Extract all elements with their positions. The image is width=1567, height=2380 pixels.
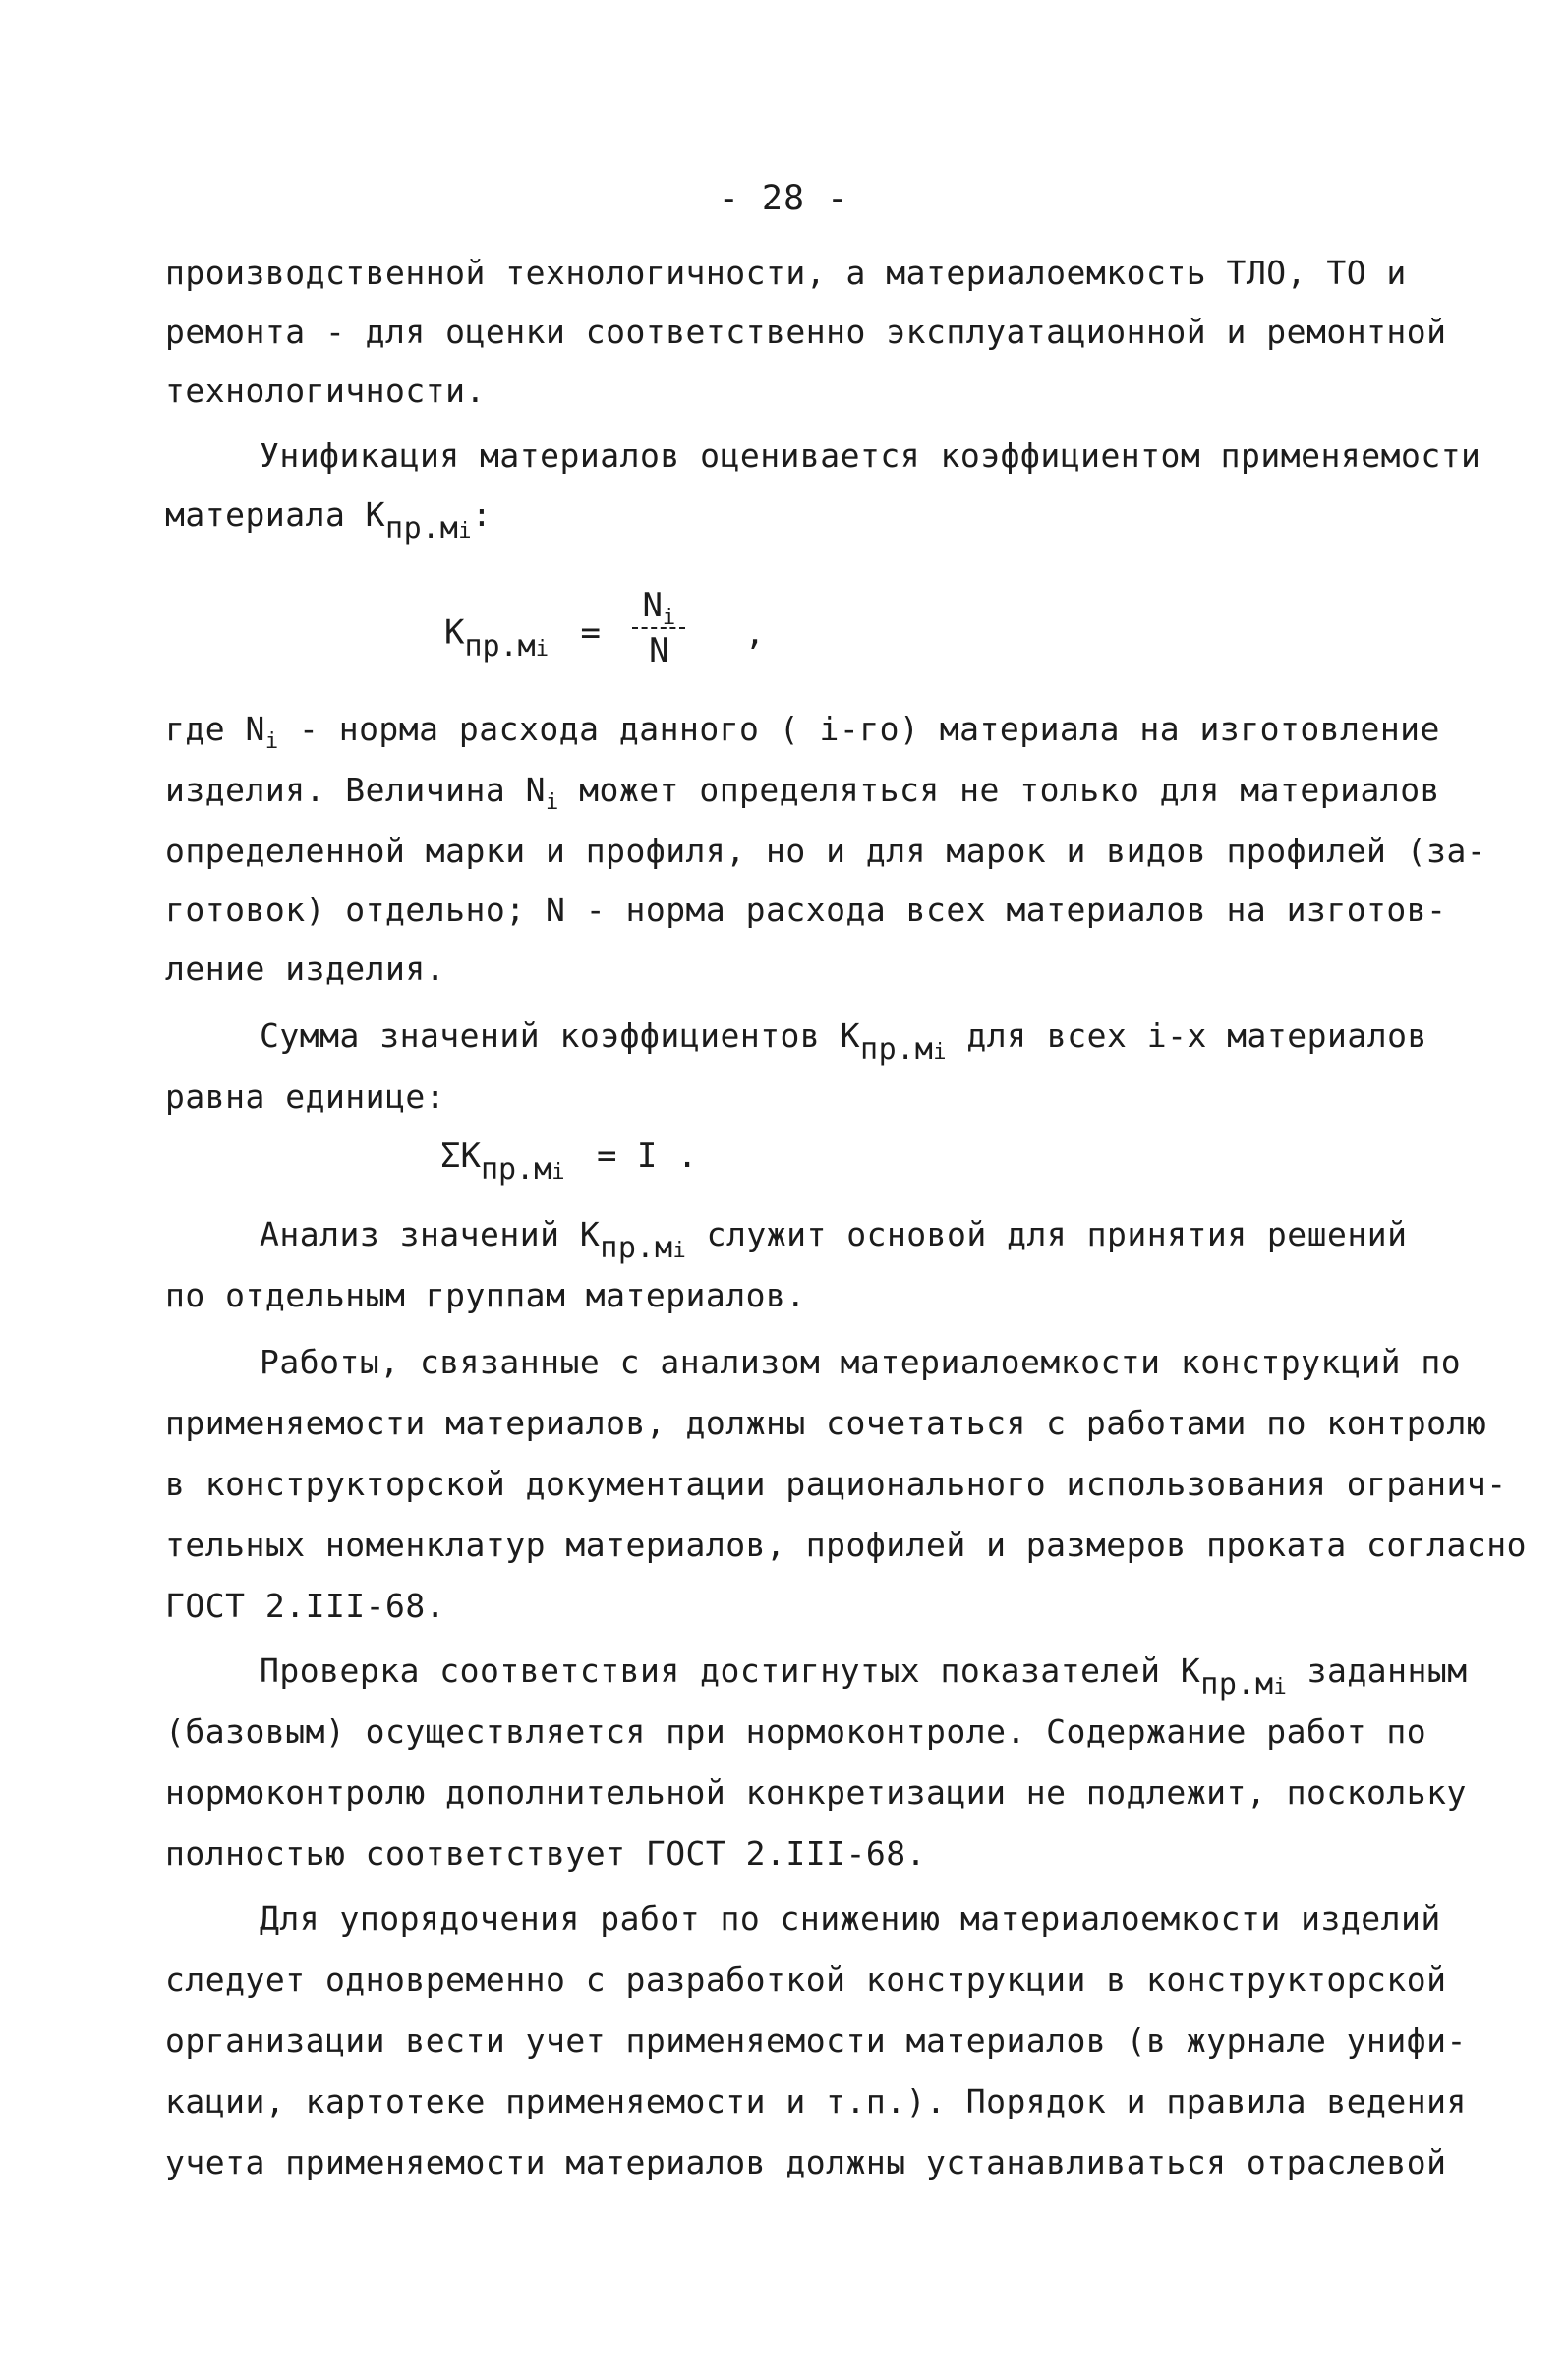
subscript-index: i (458, 519, 473, 544)
text-fragment: для всех i-х материалов (947, 1016, 1427, 1055)
numerator-index: i (662, 606, 676, 630)
text-line: нормоконтролю дополнительной конкретизации не подлежит, поскольку (165, 1773, 1467, 1812)
subscript (600, 1231, 686, 1265)
formula-equals: = (580, 612, 601, 653)
formula-lhs: К (444, 612, 465, 653)
sum-subscript-index: i (551, 1160, 565, 1185)
text-line: учета применяемости материалов должны устанавливаться отраслевой (165, 2143, 1447, 2181)
text-line: Унификация материалов оценивается коэффициентом применяемости (260, 436, 1481, 475)
formula-subscript-index: i (535, 636, 549, 662)
text-line-with-symbol (165, 771, 1440, 815)
text-line: равна единице: (165, 1077, 446, 1116)
subscript (385, 511, 472, 546)
numerator-symbol: N (642, 586, 663, 625)
formula-subscript (464, 629, 549, 664)
text-line: в конструкторской документации рационального использования огранич- (165, 1465, 1507, 1503)
text-line: организации вести учет применяемости материалов (в журнале унифи- (165, 2021, 1467, 2060)
text-line-with-symbol (260, 1215, 1408, 1265)
text-line-with-symbol (260, 1652, 1468, 1702)
text-fragment: заданным (1287, 1652, 1468, 1690)
formula-subscript-text: пр.м (464, 628, 536, 664)
text-line: полностью соответствует ГОСТ 2.III-68. (165, 1834, 926, 1873)
subscript-text: пр.м (860, 1032, 934, 1067)
text-fragment: материала К (165, 495, 386, 534)
text-fragment: - норма расхода данного ( i-го) материала на изготовление (278, 710, 1440, 748)
text-line: ление изделия. (165, 950, 446, 988)
text-line-with-symbol (260, 1016, 1427, 1067)
fraction-numerator (632, 586, 685, 630)
symbol-index: i (264, 729, 279, 754)
text-line: по отдельным группам материалов. (165, 1276, 806, 1314)
formula-coefficient (444, 586, 766, 676)
text-line: определенной марки и профиля, но и для марок и видов профилей (за- (165, 832, 1487, 870)
text-fragment: Анализ значений К (260, 1215, 601, 1253)
text-line: Для упорядочения работ по снижению материалоемкости изделий (260, 1899, 1441, 1938)
sum-sign: Σ (440, 1136, 461, 1176)
sum-term: К (460, 1136, 481, 1176)
text-line: тельных номенклатур материалов, профилей и размеров проката согласно (165, 1526, 1528, 1564)
subscript-text: пр.м (1200, 1667, 1274, 1702)
formula-sum (440, 1136, 698, 1187)
subscript-index: i (672, 1239, 687, 1263)
text-line-with-symbol (165, 710, 1440, 754)
fraction-bar (632, 627, 685, 629)
fraction-denominator: N (649, 631, 669, 670)
text-line: (базовым) осуществляется при нормоконтроле. Содержание работ по (165, 1712, 1427, 1751)
text-line: ГОСТ 2.III-68. (165, 1587, 446, 1625)
subscript-index: i (1273, 1675, 1288, 1700)
text-fragment: Сумма значений коэффициентов К (260, 1016, 861, 1055)
text-fragment: может определяться не только для материалов (558, 771, 1440, 809)
sum-subscript-text: пр.м (480, 1152, 552, 1187)
formula-comma: , (744, 612, 766, 653)
subscript-text: пр.м (600, 1231, 673, 1265)
text-line: следует одновременно с разработкой конструкции в конструкторской (165, 1960, 1447, 1999)
text-fragment: изделия. Величина N (165, 771, 546, 809)
text-line: технологичности. (165, 372, 486, 410)
subscript (860, 1032, 947, 1067)
text-line: кации, картотеке применяемости и т.п.). Порядок и правила ведения (165, 2082, 1467, 2120)
text-line: производственной технологичности, а материалоемкость ТЛО, ТО и (165, 254, 1407, 292)
text-line: применяемости материалов, должны сочетаться с работами по контролю (165, 1404, 1487, 1442)
page-number: - 28 - (718, 179, 849, 218)
text-line-with-symbol (165, 495, 493, 546)
formula-fraction (632, 586, 685, 670)
subscript (1200, 1667, 1287, 1702)
text-line: готовок) отдельно; N - норма расхода всех материалов на изготов- (165, 891, 1447, 929)
symbol-index: i (546, 790, 559, 815)
colon: : (472, 495, 493, 534)
text-fragment: где N (165, 710, 265, 748)
text-line: ремонта - для оценки соответственно эксплуатационной и ремонтной (165, 313, 1447, 351)
subscript-index: i (933, 1040, 948, 1065)
sum-subscript (481, 1152, 565, 1187)
text-fragment: служит основой для принятия решений (686, 1215, 1408, 1253)
text-fragment: Проверка соответствия достигнутых показателей К (260, 1652, 1201, 1690)
text-line: Работы, связанные с анализом материалоемкости конструкций по (260, 1343, 1462, 1381)
subscript-text: пр.м (385, 511, 459, 546)
sum-rhs: = I . (596, 1136, 698, 1176)
